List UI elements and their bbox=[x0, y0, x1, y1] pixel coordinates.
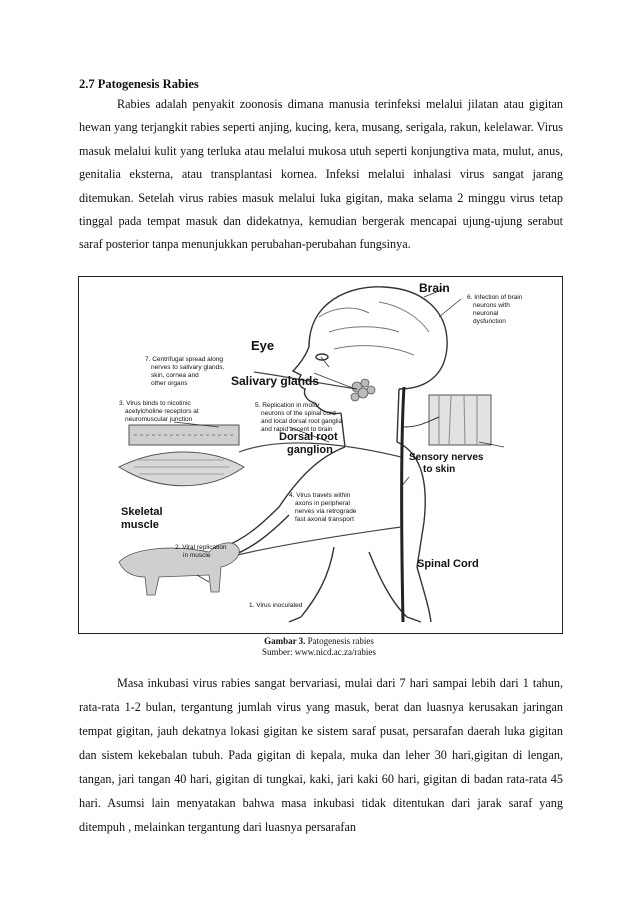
step-5-line3: and local dorsal root ganglia bbox=[261, 418, 343, 425]
paragraph-incubation: Masa inkubasi virus rabies sangat bervariasi, mulai dari 7 hari sampai lebih dari 1 tahun, rata-rata 1-2 bulan, tergantung jumlah virus yang masuk, berat dan luasnya kerusakan jaringan tempat gigitan, jauh dekatnya lokasi gigitan ke sistem saraf pusat, persarafan daerah luka gigitan dan sistem kekebalan tubuh. Pada gigitan di kepala, muka dan leher 30 hari,gigitan di lengan, tangan, jari tangan 40 hari, gigitan di tungkai, kaki, jari kaki 60 hari, gigitan di badan rata-rata 45 hari. Asumsi lain menyatakan bahwa masa inkubasi tidak ditentukan dari jarak saraf yang ditempuh , melainkan tergantung dari luasnya persarafan bbox=[79, 676, 563, 834]
step-1: 1. Virus inoculated bbox=[249, 602, 303, 609]
label-to-skin: to skin bbox=[423, 464, 456, 475]
label-ganglion: ganglion bbox=[287, 444, 333, 456]
label-muscle: muscle bbox=[121, 519, 159, 531]
step-4-line2: axons in peripheral bbox=[295, 500, 350, 507]
label-sensory-nerves: Sensory nerves bbox=[409, 452, 484, 463]
step-3-line1: 3. Virus binds to nicotinic bbox=[119, 400, 191, 407]
step-4-line4: fast axonal transport bbox=[295, 516, 354, 523]
figure-caption bbox=[0, 636, 638, 647]
step-2-line1: 2. Viral replication bbox=[175, 544, 227, 551]
step-5-line4: and rapid ascent to brain bbox=[261, 426, 333, 433]
caption-title: Patogenesis rabies bbox=[307, 636, 374, 646]
step-5-line2: neurons of the spinal cord bbox=[261, 410, 336, 417]
step-7-line3: skin, cornea and bbox=[151, 372, 199, 379]
muscle-drawing bbox=[119, 425, 244, 486]
figure-rabies-pathogenesis bbox=[78, 276, 563, 634]
label-brain: Brain bbox=[419, 281, 450, 295]
step-3-line3: neuromuscular junction bbox=[125, 416, 193, 423]
step-7-line4: other organs bbox=[151, 380, 188, 387]
spinal-cord-drawing bbox=[402, 387, 404, 622]
step-7-line1: 7. Centrifugal spread along bbox=[145, 356, 224, 363]
step-6-line3: neuronal bbox=[473, 310, 499, 317]
label-eye: Eye bbox=[251, 338, 275, 353]
step-6-line1: 6. Infection of brain bbox=[467, 294, 523, 301]
step-6-line4: dysfunction bbox=[473, 318, 506, 325]
skin-sensory-drawing bbox=[404, 395, 491, 445]
paragraph-pathogenesis: Rabies adalah penyakit zoonosis dimana manusia terinfeksi melalui jilatan atau gigitan hewan yang terjangkit rabies seperti anjing, kucing, kera, musang, serigala, rakun, kelelawar. Virus masuk melalui kulit yang terluka atau melalui mukosa utuh seperti konjungtiva mata, mulut, anus, genitalia eksterna, atau transplantasi kornea. Infeksi melalui inhalasi virus sangat jarang ditemukan. Setelah virus rabies masuk melalui luka gigitan, maka selama 2 minggu virus tetap tinggal pada tempat masuk dan didekatnya, kemudian bergerak mencapai ujung-ujung serabut saraf posterior tanpa menunjukkan perubahan-perubahan fungsinya. bbox=[79, 97, 563, 252]
label-skeletal: Skeletal bbox=[121, 506, 163, 518]
label-spinal-cord: Spinal Cord bbox=[417, 558, 479, 570]
section-heading: 2.7 Patogenesis Rabies bbox=[79, 77, 199, 91]
salivary-gland-drawing bbox=[351, 379, 375, 401]
step-7-line2: nerves to salivary glands, bbox=[151, 364, 225, 371]
figure-source: Sumber: www.nicd.ac.za/rabies bbox=[262, 647, 376, 657]
caption-label: Gambar 3. bbox=[264, 636, 306, 646]
label-dorsal-root: Dorsal root bbox=[279, 431, 338, 443]
step-6-line2: neurons with bbox=[473, 302, 510, 309]
step-4-line1: 4. Virus travels within bbox=[289, 492, 351, 499]
step-5-line1: 5. Replication in motor bbox=[255, 402, 320, 409]
step-4-line3: nerves via retrograde bbox=[295, 508, 357, 515]
pathogenesis-illustration bbox=[79, 277, 561, 632]
step-3-line2: acetylcholine receptors at bbox=[125, 408, 199, 415]
label-salivary-glands: Salivary glands bbox=[231, 374, 320, 388]
step-2-line2: in muscle bbox=[183, 552, 211, 559]
